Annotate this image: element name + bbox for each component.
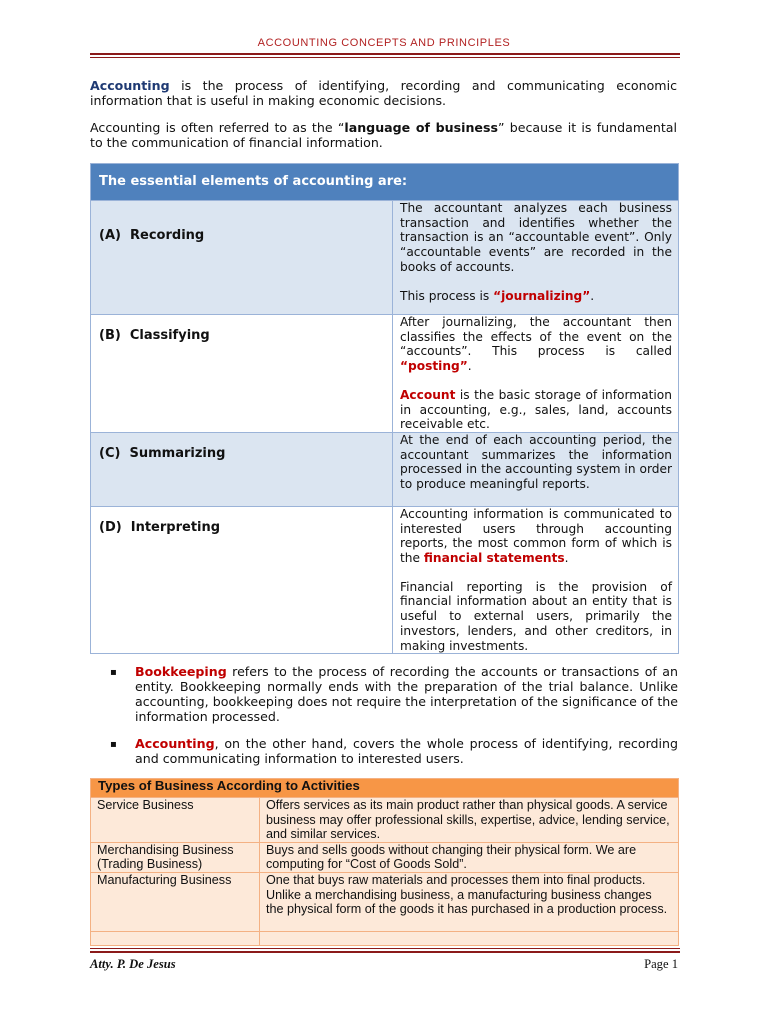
type-desc-cell <box>260 931 679 945</box>
accounting-bullet-text: , on the other hand, covers the whole process of identifying, recording and communicating information to interested users. <box>135 736 678 766</box>
footer-rule <box>90 951 680 953</box>
table-row <box>91 201 679 315</box>
intro-p2-end: ” because it is fundamental to the communication of financial information. <box>90 120 677 150</box>
accounting-bullet-term: Accounting <box>135 736 215 751</box>
business-types-table <box>90 778 679 946</box>
table-row <box>91 798 679 843</box>
summarizing-desc-1: At the end of each accounting period, the accountant summarizes the information processed in the accounting system in order to produce meaningful reports. <box>400 432 672 492</box>
row-desc-interpreting <box>393 506 679 653</box>
row-title: Interpreting <box>130 519 221 535</box>
type-desc-cell: One that buys raw materials and processes them into final products. Unlike a merchandising business, a manufacturing business changes the physical form of the goods it has purchased in a production process. <box>260 872 679 931</box>
bullet-square-icon: ▪ <box>110 667 117 678</box>
footer-rule-thin <box>90 948 680 949</box>
type-cell: Service Business <box>91 798 260 843</box>
definitions-list <box>108 664 678 778</box>
row-letter: (C) <box>99 445 121 461</box>
table-row <box>91 506 679 653</box>
table-row <box>91 315 679 433</box>
accounting-term: Accounting <box>90 78 170 93</box>
row-letter: (A) <box>99 228 121 243</box>
posting-term: “posting” <box>400 359 468 374</box>
row-label-summarizing <box>91 432 393 506</box>
row-desc-classifying <box>393 315 679 433</box>
recording-desc-2-start: This process is <box>400 288 494 303</box>
row-letter: (B) <box>99 328 121 343</box>
classifying-desc-1 <box>400 315 672 374</box>
classifying-desc-2-end: is the basic storage of information in accounting, e.g., sales, land, accounts receivable etc. <box>400 387 672 432</box>
interpreting-desc-1-start: Accounting information is communicated to interested users through accounting reports, the most common form of which is the <box>400 506 672 566</box>
classifying-desc-1-start: After journalizing, the accountant then classifies the effects of the event on the “accounts”. This process is called <box>400 315 672 359</box>
interpreting-desc-1 <box>400 507 672 566</box>
intro-p2-start: Accounting is often referred to as the “ <box>90 120 345 135</box>
bookkeeping-term: Bookkeeping <box>135 664 227 679</box>
type-cell: Manufacturing Business <box>91 872 260 931</box>
classifying-desc-1-end: . <box>467 359 472 374</box>
type-cell: Merchandising Business (Trading Business) <box>91 842 260 872</box>
elements-table-header: The essential elements of accounting are: <box>91 164 679 201</box>
row-label-interpreting <box>91 506 393 653</box>
row-desc-summarizing <box>393 432 679 506</box>
page-header-title: ACCOUNTING CONCEPTS AND PRINCIPLES <box>257 37 511 49</box>
bullet-square-icon: ▪ <box>110 739 117 750</box>
row-label-classifying <box>91 315 393 433</box>
list-item <box>108 736 678 766</box>
financial-statements-term: financial statements <box>423 551 565 566</box>
table-row <box>91 872 679 931</box>
row-letter: (D) <box>99 519 122 535</box>
recording-desc-1: The accountant analyzes each business transaction and identifies whether the transaction is an “accountable event”. Only “accountable events” are recorded in the books of accounts. <box>400 201 672 274</box>
intro-paragraph-2 <box>90 120 677 150</box>
types-table-header: Types of Business According to Activities <box>91 779 679 798</box>
table-row <box>91 432 679 506</box>
header-rule-thin <box>90 57 680 58</box>
classifying-desc-2 <box>400 388 672 432</box>
row-title: Recording <box>130 228 205 243</box>
footer-page-number: Page 1 <box>644 957 678 971</box>
account-term: Account <box>400 387 456 402</box>
footer-author: Atty. P. De Jesus <box>90 957 176 971</box>
table-row <box>91 842 679 872</box>
type-desc-cell: Buys and sells goods without changing their physical form. We are computing for “Cost of Goods Sold”. <box>260 842 679 872</box>
interpreting-desc-1-end: . <box>564 551 569 566</box>
intro-paragraph-1 <box>90 78 677 108</box>
row-desc-recording <box>393 201 679 315</box>
list-item <box>108 664 678 724</box>
bookkeeping-text: refers to the process of recording the accounts or transactions of an entity. Bookkeeping normally ends with the preparation of the trial balance. Unlike accounting, bookkeeping does not require the interpretation of the significance of the information processed. <box>135 664 678 724</box>
header-rule <box>90 53 680 55</box>
recording-desc-2 <box>400 289 672 304</box>
interpreting-desc-2: Financial reporting is the provision of financial information about an entity that is useful to external users, primarily the investors, lenders, and other creditors, in making investments. <box>400 579 672 653</box>
row-label-recording <box>91 201 393 315</box>
type-cell <box>91 931 260 945</box>
essential-elements-table <box>90 163 679 654</box>
row-title: Summarizing <box>129 445 226 461</box>
type-desc-cell: Offers services as its main product rather than physical goods. A service business may offer professional skills, expertise, advice, lending service, and similar services. <box>260 798 679 843</box>
intro-p1-text: is the process of identifying, recording and communicating economic information that is useful in making economic decisions. <box>90 78 677 108</box>
row-title: Classifying <box>129 328 210 343</box>
recording-desc-2-end: . <box>590 288 595 303</box>
language-of-business: language of business <box>344 120 498 135</box>
journalizing-term: “journalizing” <box>493 288 591 303</box>
table-row <box>91 931 679 945</box>
